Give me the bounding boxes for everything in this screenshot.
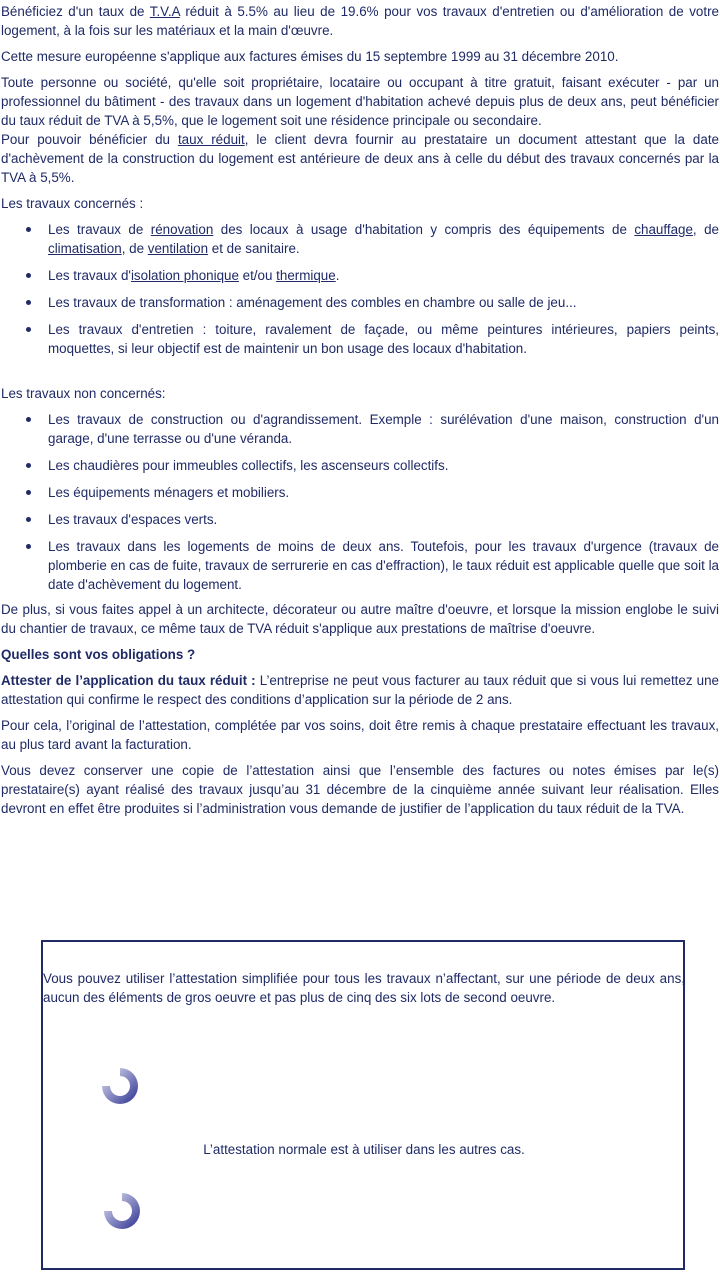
attester-paragraph <box>1 671 719 709</box>
concerned-works-list <box>1 220 719 358</box>
european-measure-paragraph: Cette mesure européenne s'applique aux factures émises du 15 septembre 1999 au 31 décembre 2010. <box>1 49 619 64</box>
list-item-text: Les travaux d' <box>48 268 131 283</box>
list-item-text: des locaux à usage d'habitation y compris des équipements de <box>213 222 635 237</box>
list-item: Les travaux d'entretien : toiture, ravalement de façade, ou même peintures intérieures, papiers peints, moquettes, si leur objectif est de maintenir un bon usage des locaux d'habitation. <box>48 322 719 356</box>
reduced-rate-paragraph <box>1 130 719 187</box>
intro-text: Bénéficiez d'un taux de <box>1 4 150 19</box>
list-item-text: . <box>335 268 340 283</box>
climatisation-link[interactable]: climatisation <box>48 241 122 256</box>
reduced-rate-text-end: , le client devra fournir au prestataire un document attestant que la date d'achèvement de la construction du logement est antérieure de deux ans à celle du début des travaux concernés par la TVA à 5,5%. <box>1 132 719 185</box>
concerned-works-title: Les travaux concernés : <box>1 196 144 211</box>
original-attestation-paragraph: Pour cela, l’original de l’attestation, complétée par vos soins, doit être remis à chaque prestataire effectuant les travaux, au plus tard avant la facturation. <box>1 718 719 752</box>
attester-label: Attester de l’application du taux réduit : <box>1 673 256 688</box>
list-item: Les travaux de transformation : aménagement des combles en chambre ou salle de jeu... <box>48 293 719 312</box>
keep-copy-paragraph: Vous devez conserver une copie de l’attestation ainsi que l’ensemble des factures ou notes émises par le(s) prestataire(s) ayant réalisé des travaux jusqu’au 31 décembre de la cinquième année suivant leur réalisation. Elles devront en effet être produites si l’administration vous demande de justifier de l’application du taux réduit de la TVA. <box>1 763 719 816</box>
list-item: Les chaudières pour immeubles collectifs, les ascenseurs collectifs. <box>48 456 719 475</box>
list-item-text: et de sanitaire. <box>208 241 300 256</box>
taux-reduit-link[interactable]: taux réduit <box>177 132 245 147</box>
loading-spinner-icon <box>102 1191 142 1231</box>
list-item-text: , de <box>121 241 148 256</box>
list-item <box>48 220 719 258</box>
list-item-text: Les travaux de <box>48 222 151 237</box>
ventilation-link[interactable]: ventilation <box>147 241 209 256</box>
obligations-heading-text: Quelles sont vos obligations ? <box>1 647 196 662</box>
list-item <box>48 266 719 285</box>
list-item: Les équipements ménagers et mobiliers. <box>48 483 719 502</box>
intro-text-end: réduit à 5.5% au lieu de 19.6% pour vos travaux d'entretien ou d'amélioration de votre logement, à la fois sur les matériaux et la main d'œuvre. <box>1 4 719 38</box>
simplified-attestation-text: Vous pouvez utiliser l’attestation simplifiée pour tous les travaux n’affectant, sur une période de deux ans, aucun des éléments de gros oeuvre et pas plus de cinq des six lots de second oeuvre. <box>43 971 685 1005</box>
tva-link[interactable]: T.V.A <box>149 4 180 19</box>
non-concerned-works-list <box>1 410 719 594</box>
attestation-info-box <box>41 940 685 1270</box>
eligibility-paragraph: Toute personne ou société, qu'elle soit propriétaire, locataire ou occupant à titre gratuit, faisant exécuter - par un professionnel du bâtiment - des travaux dans un logement d'habitation achevé depuis plus de deux ans, peut bénéficier du taux réduit de TVA à 5,5%, que le logement soit une résidence principale ou secondaire. <box>1 75 719 128</box>
attester-text: L’entreprise ne peut vous facturer au taux réduit que si vous lui remettez une attestation qui confirme le respect des conditions d’application sur la période de 2 ans. <box>1 673 720 707</box>
list-item-text: et/ou <box>238 268 277 283</box>
reduced-rate-text: Pour pouvoir bénéficier du <box>1 132 178 147</box>
list-item: Les travaux dans les logements de moins de deux ans. Toutefois, pour les travaux d'urgence (travaux de plomberie en cas de fuite, travaux de serrurerie en cas d'effraction), le taux réduit est applicable quelle que soit la date d'achèvement du logement. <box>48 539 719 592</box>
thermique-link[interactable]: thermique <box>276 268 336 283</box>
loading-spinner-icon <box>100 1066 140 1106</box>
normal-attestation-text: L’attestation normale est à utiliser dans les autres cas. <box>203 1142 525 1157</box>
list-item: Les travaux de construction ou d'agrandissement. Exemple : surélévation d'une maison, construction d'un garage, d'une terrasse ou d'une véranda. <box>48 412 719 446</box>
non-concerned-works-title: Les travaux non concernés: <box>1 386 166 401</box>
obligations-heading <box>1 645 719 664</box>
renovation-link[interactable]: rénovation <box>150 222 214 237</box>
intro-paragraph <box>1 2 719 40</box>
list-item-text: , de <box>692 222 719 237</box>
list-item: Les travaux d'espaces verts. <box>48 510 719 529</box>
isolation-phonique-link[interactable]: isolation phonique <box>130 268 239 283</box>
spacer <box>1 366 719 384</box>
architect-paragraph: De plus, si vous faites appel à un architecte, décorateur ou autre maître d'oeuvre, et lorsque la mission englobe le suivi du chantier de travaux, ce même taux de TVA réduit s'applique aux prestations de maîtrise d'oeuvre. <box>1 602 719 636</box>
chauffage-link[interactable]: chauffage <box>634 222 693 237</box>
